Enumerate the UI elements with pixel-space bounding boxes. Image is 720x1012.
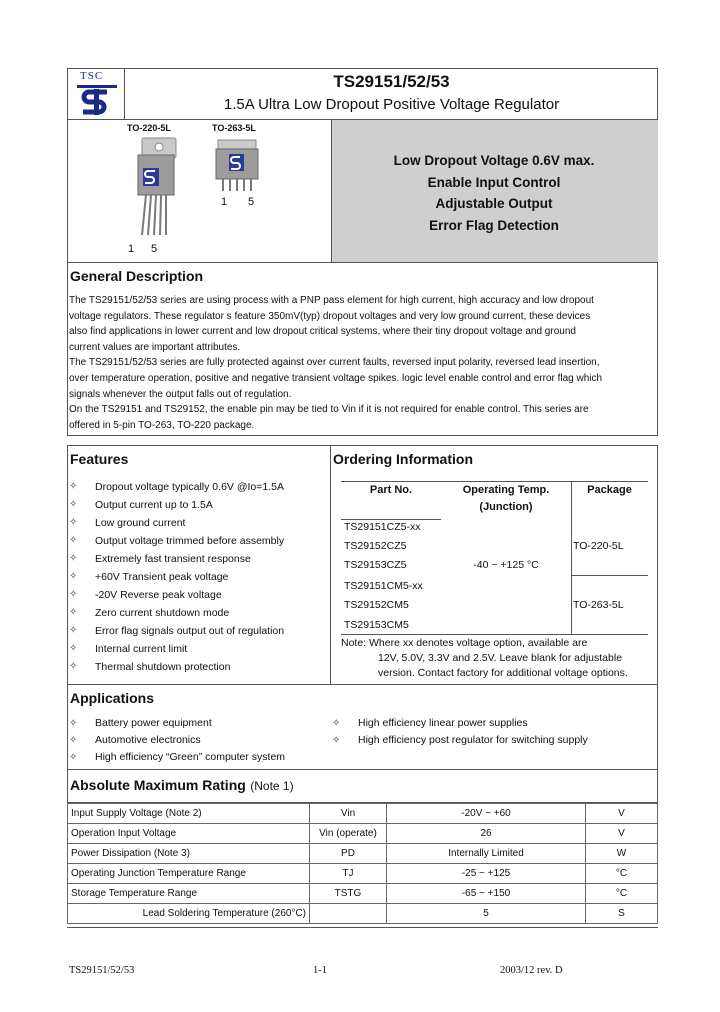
highlight-item: Low Dropout Voltage 0.6V max. <box>393 153 595 168</box>
to263-package-icon <box>214 137 262 197</box>
application-item: ✧ High efficiency post regulator for switching supply <box>332 732 656 749</box>
ordering-part: TS29152CZ5 <box>344 540 407 552</box>
feature-item: ✧ Dropout voltage typically 0.6V @Io=1.5A <box>69 478 327 496</box>
amr-symbol: Vin <box>310 804 387 824</box>
package-label-to263: TO-263-5L <box>212 123 256 133</box>
feature-item: ✧ Error flag signals output out of regulation <box>69 622 327 640</box>
diamond-bullet-icon: ✧ <box>69 643 78 654</box>
table-row <box>68 864 658 884</box>
ordering-pkg-a: TO-220-5L <box>573 540 624 552</box>
feature-item: ✧ Output voltage trimmed before assembly <box>69 532 327 550</box>
amr-param: Lead Soldering Temperature (260°C) <box>68 904 310 924</box>
amr-param: Storage Temperature Range <box>68 884 310 904</box>
application-item: ✧ High efficiency linear power supplies <box>332 715 656 732</box>
applications-left <box>69 715 329 766</box>
general-line: The TS29151/52/53 series are using process with a PNP pass element for high current, high accuracy and low dropout <box>69 295 594 306</box>
diamond-bullet-icon: ✧ <box>69 589 78 600</box>
diamond-bullet-icon: ✧ <box>69 661 78 672</box>
amr-param: Input Supply Voltage (Note 2) <box>68 804 310 824</box>
highlight-item: Error Flag Detection <box>429 217 559 233</box>
amr-unit: W <box>586 844 658 864</box>
general-line: voltage regulators. These regulator s feature 350mV(typ) dropout voltages and very low ground current, these devices <box>69 310 591 322</box>
table-row <box>68 844 658 864</box>
diamond-bullet-icon: ✧ <box>69 718 78 729</box>
highlight-item: Enable Input Control <box>427 174 561 190</box>
amr-note: (Note 1) <box>250 779 294 793</box>
features-heading: Features <box>70 451 129 467</box>
amr-symbol: TSTG <box>310 884 387 904</box>
diamond-bullet-icon: ✧ <box>69 499 78 510</box>
feature-item: ✧ -20V Reverse peak voltage <box>69 586 327 604</box>
amr-value: -20V ~ +60 <box>387 804 586 824</box>
ordering-col-temp-1: Operating Temp. <box>462 484 550 496</box>
highlights-list <box>331 150 657 236</box>
ordering-col-temp-2: (Junction) <box>479 501 533 513</box>
logo-mark-icon <box>77 83 117 117</box>
to220-pin1-label: 1 <box>128 243 135 255</box>
applications-right <box>332 715 656 749</box>
feature-item: ✧ Internal current limit <box>69 640 327 658</box>
ordering-rule-group <box>571 575 648 576</box>
amr-table <box>67 803 658 924</box>
application-item: ✧ Automotive electronics <box>69 732 329 749</box>
amr-heading <box>70 777 294 795</box>
amr-symbol: TJ <box>310 864 387 884</box>
diamond-bullet-icon: ✧ <box>69 625 78 636</box>
diamond-bullet-icon: ✧ <box>69 481 78 492</box>
general-line: signals whenever the output falls out of regulation. <box>69 388 292 400</box>
highlight-item: Adjustable Output <box>435 196 553 211</box>
ordering-part: TS29153CZ5 <box>344 559 407 571</box>
diamond-bullet-icon: ✧ <box>69 535 78 546</box>
ordering-col-part: Part No. <box>369 484 413 496</box>
amr-value: 5 <box>387 904 586 924</box>
applications-heading: Applications <box>70 690 155 706</box>
amr-bottom-rule <box>67 927 658 928</box>
general-line: The TS29151/52/53 series are fully protected against over current faults, reversed input polarity, reversed lead insertion, <box>69 357 600 369</box>
feature-item: ✧ Zero current shutdown mode <box>69 604 327 622</box>
to263-pin1-label: 1 <box>221 196 228 208</box>
ordering-part: TS29153CM5 <box>344 619 409 631</box>
amr-unit: °C <box>586 864 658 884</box>
diamond-bullet-icon: ✧ <box>332 735 341 746</box>
ordering-table <box>341 481 648 635</box>
ordering-pkg-b: TO-263-5L <box>573 599 624 611</box>
diamond-bullet-icon: ✧ <box>69 571 78 582</box>
feature-item: ✧ Low ground current <box>69 514 327 532</box>
application-item: ✧ High efficiency “Green” computer system <box>69 749 329 766</box>
ordering-part: TS29151CZ5-xx <box>344 521 421 533</box>
to220-pin5-label: 5 <box>151 243 158 255</box>
amr-unit: S <box>586 904 658 924</box>
amr-value: -65 ~ +150 <box>387 884 586 904</box>
application-item: ✧ Battery power equipment <box>69 715 329 732</box>
tsc-logo <box>72 70 122 118</box>
diamond-bullet-icon: ✧ <box>332 718 341 729</box>
ordering-part: TS29151CM5-xx <box>344 580 423 592</box>
table-row <box>68 904 658 924</box>
amr-value: -25 ~ +125 <box>387 864 586 884</box>
general-description-heading: General Description <box>70 268 204 284</box>
feature-item: ✧ Extremely fast transient response <box>69 550 327 568</box>
general-line: also find applications in lower current and low dropout critical systems, where their tiny dropout voltage and ground <box>69 326 576 338</box>
ordering-note-1: Note: Where xx denotes voltage option, available are <box>341 637 588 649</box>
logo-text: TSC <box>80 70 104 82</box>
feature-item: ✧ +60V Transient peak voltage <box>69 568 327 586</box>
footer-page-number: 1-1 <box>313 965 327 976</box>
footer-left: TS29151/52/53 <box>69 965 135 976</box>
amr-param: Operation Input Voltage <box>68 824 310 844</box>
to220-package-icon <box>128 135 188 245</box>
features-divider <box>330 445 331 685</box>
ordering-temp: -40 ~ +125 °C <box>473 559 539 571</box>
to263-pin5-label: 5 <box>248 196 255 208</box>
amr-symbol: PD <box>310 844 387 864</box>
amr-param: Power Dissipation (Note 3) <box>68 844 310 864</box>
page-title: TS29151/52/53 <box>333 72 450 91</box>
features-list <box>69 478 327 676</box>
general-line: offered in 5-pin TO-263, TO-220 package. <box>69 419 255 431</box>
general-description-text <box>69 293 656 433</box>
ordering-col-pkg: Package <box>587 484 632 496</box>
table-row <box>68 884 658 904</box>
feature-item: ✧ Thermal shutdown protection <box>69 658 327 676</box>
table-row <box>68 804 658 824</box>
diamond-bullet-icon: ✧ <box>69 735 78 746</box>
diamond-bullet-icon: ✧ <box>69 517 78 528</box>
amr-symbol: Vin (operate) <box>310 824 387 844</box>
amr-param: Operating Junction Temperature Range <box>68 864 310 884</box>
ordering-rule-header <box>341 519 441 520</box>
ordering-rule-top <box>341 481 648 482</box>
footer-revision: 2003/12 rev. D <box>500 965 563 976</box>
ordering-col-divider <box>571 481 572 634</box>
amr-unit: V <box>586 824 658 844</box>
general-line: On the TS29151 and TS29152, the enable pin may be tied to Vin if it is not required for enable control. This series are <box>69 404 589 416</box>
ordering-rule-bottom <box>341 634 648 635</box>
ordering-note-3: version. Contact factory for additional voltage options. <box>378 667 628 679</box>
amr-unit: °C <box>586 884 658 904</box>
ordering-note-2: 12V, 5.0V, 3.3V and 2.5V. Leave blank for adjustable <box>378 652 623 664</box>
ordering-part: TS29152CM5 <box>344 599 409 611</box>
amr-value: 26 <box>387 824 586 844</box>
feature-item: ✧ Output current up to 1.5A <box>69 496 327 514</box>
ordering-heading: Ordering Information <box>333 451 473 467</box>
diamond-bullet-icon: ✧ <box>69 752 78 763</box>
page-subtitle: 1.5A Ultra Low Dropout Positive Voltage Regulator <box>223 96 560 113</box>
package-label-to220: TO-220-5L <box>127 123 171 133</box>
table-row <box>68 824 658 844</box>
general-line: over temperature operation, positive and negative transient voltage spikes. logic level enable control and error flag which <box>69 372 603 384</box>
diamond-bullet-icon: ✧ <box>69 607 78 618</box>
amr-symbol <box>310 904 387 924</box>
amr-title: Absolute Maximum Rating <box>70 777 246 793</box>
amr-unit: V <box>586 804 658 824</box>
general-line: current values are important attributes. <box>69 341 241 353</box>
diamond-bullet-icon: ✧ <box>69 553 78 564</box>
amr-value: Internally Limited <box>387 844 586 864</box>
